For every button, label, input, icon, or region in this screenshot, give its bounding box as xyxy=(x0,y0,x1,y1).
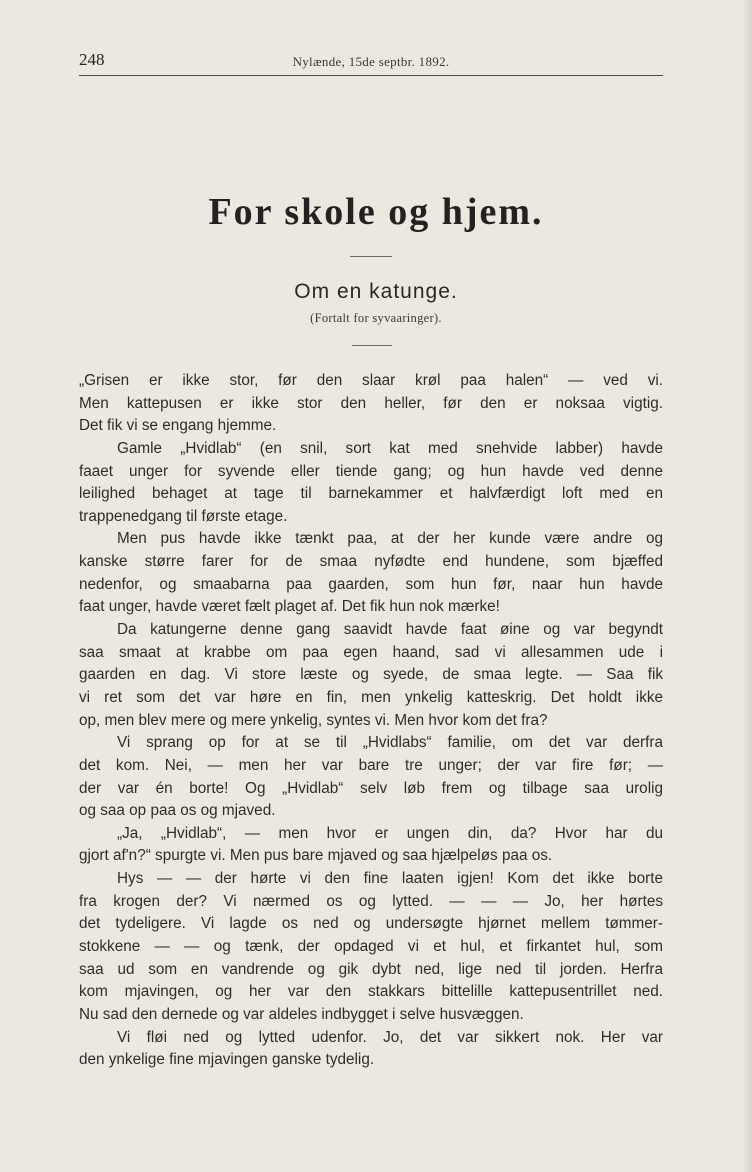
section-title: For skole og hjem. xyxy=(208,191,544,233)
text-line: Da katungerne denne gang saavidt havde faat øine og var begyndt xyxy=(117,621,663,639)
text-line: Men kattepusen er ikke stor den heller, før den er noksaa vigtig. xyxy=(79,394,663,412)
text-line: fra krogen der? Vi nærmed os og lytted. — — — Jo, her hørtes xyxy=(79,892,663,910)
text-line: op, men blev mere og mere ynkelig, syntes vi. Men hvor kom det fra? xyxy=(79,711,548,729)
text-line: „Grisen er ikke stor, før den slaar krøl paa halen“ — ved vi. xyxy=(79,372,663,389)
text-line: stokkene — — og tænk, der opdaged vi et hul, et firkantet hul, som xyxy=(79,938,663,956)
page-edge xyxy=(742,0,752,1172)
text-line: trappenedgang til første etage. xyxy=(79,507,288,525)
page-number: 248 xyxy=(79,50,105,69)
text-line: gaarden en dag. Vi store læste og syede, de smaa legte. — Saa fik xyxy=(79,666,663,684)
text-line: vi ret som det var høre en fin, men ynkelig katteskrig. Det holdt ikke xyxy=(79,688,663,706)
text-line: det tydeligere. Vi lagde os ned og undersøgte hjørnet mellem tømmer- xyxy=(79,915,663,933)
text-line: Men pus havde ikke tænkt paa, at der her kunde være andre og xyxy=(117,530,663,548)
text-line: Hys — — der hørte vi den fine laaten igjen! Kom det ikke borte xyxy=(117,870,663,888)
text-line: Vi sprang op for at se til „Hvidlabs“ familie, om det var derfra xyxy=(117,734,663,752)
text-line: saa smaat at krabbe om paa egen haand, sad vi allesammen ude i xyxy=(79,643,663,661)
text-line: kanske større farer for de smaa nyfødte end hundene, som bjæffed xyxy=(79,553,663,571)
text-line: den ynkelige fine mjavingen ganske tydelig. xyxy=(79,1051,375,1069)
text-line: faat unger, havde været fælt plaget af. Det fik hun nok mærke! xyxy=(79,598,500,616)
header-rule xyxy=(79,75,663,76)
text-line: Nu sad den dernede og var aldeles indbygget i selve husvæggen. xyxy=(79,1005,524,1023)
subtitle-divider xyxy=(352,345,392,346)
article-subtitle: (Fortalt for syvaaringer). xyxy=(310,311,442,325)
article-title: Om en katunge. xyxy=(294,280,458,303)
text-line: leilighed behaget at tage til barnekammer et halvfærdigt loft med en xyxy=(79,485,663,503)
text-line: faaet unger for syvende eller tiende gang; og hun havde ved denne xyxy=(79,462,663,480)
text-line: saa ud som en vandrende og gik dybt ned, lige ned til jorden. Herfra xyxy=(79,960,663,978)
text-line: nedenfor, og smaabarna paa gaarden, som hun før, naar hun havde xyxy=(79,575,663,593)
text-line: Det fik vi se engang hjemme. xyxy=(79,417,277,435)
text-line: Vi fløi ned og lytted udenfor. Jo, det var sikkert nok. Her var xyxy=(117,1028,663,1046)
text-line: „Ja, „Hvidlab“, — men hvor er ungen din, da? Hvor har du xyxy=(117,824,663,842)
text-line: det kom. Nei, — men her var bare tre unger; der var fire før; — xyxy=(79,756,663,774)
page-header xyxy=(79,48,663,78)
text-line: og saa op paa os og mjaved. xyxy=(79,802,276,820)
text-line: kom mjavingen, og her var den stakkars bittelille kattepusentrillet ned. xyxy=(79,983,663,1001)
text-line: Gamle „Hvidlab“ (en snil, sort kat med snehvide labber) havde xyxy=(117,439,663,457)
article-body xyxy=(79,370,663,1072)
text-line: gjort af'n?“ spurgte vi. Men pus bare mjaved og saa hjælpeløs paa os. xyxy=(79,847,553,865)
running-head: Nylænde, 15de septbr. 1892. xyxy=(292,54,450,69)
text-line: der var én borte! Og „Hvidlab“ selv løb frem og tilbage saa urolig xyxy=(79,779,663,797)
section-divider xyxy=(350,256,392,257)
